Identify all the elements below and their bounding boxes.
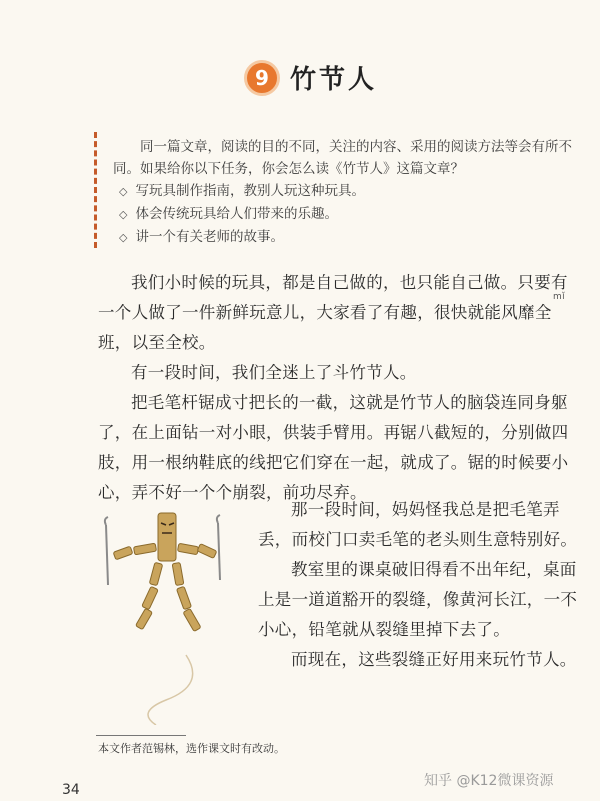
paragraph-6: 而现在，这些裂缝正好用来玩竹节人。 <box>291 650 577 669</box>
footnote-divider <box>96 735 186 736</box>
lesson-number-badge: 9 <box>244 60 280 96</box>
watermark-text: 知乎 @K12微课资源 <box>424 773 554 789</box>
guide-task-text: 体会传统玩具给人们带来的乐趣。 <box>135 206 338 222</box>
article-body <box>98 268 578 508</box>
guide-task-item <box>113 226 594 249</box>
ruby-annotated-char <box>518 292 565 322</box>
bamboo-puppet-illustration <box>96 505 256 725</box>
page-number: 34 <box>62 782 80 798</box>
diamond-icon: ◇ <box>119 208 128 221</box>
paragraph-4: 那一段时间，妈妈怪我总是把毛笔弄丢，而校门口卖毛笔的老头则生意特别好。 <box>258 500 578 549</box>
guide-intro: 同一篇文章，阅读的目的不同，关注的内容、采用的阅读方法等会有所不同。如果给你以下任务，你会怎么读《竹节人》这篇文章？ <box>113 139 572 177</box>
pinyin-annotation: mǐ <box>553 292 565 302</box>
paragraph-text: 全班，以至全校。 <box>98 303 552 352</box>
footnote: 本文作者范锡林，选作课文时有改动。 <box>98 742 285 755</box>
page-title: 竹节人 <box>290 65 378 95</box>
paragraph-text: 我们小时候的玩具，都是自己做的，也只能自己做。只要有一个人做了一件新鲜玩意儿，大家看了有趣，很快就能风 <box>98 273 568 322</box>
guide-task-text: 写玩具制作指南，教别人玩这种玩具。 <box>135 183 365 199</box>
paragraph-1 <box>98 268 578 358</box>
paragraph-3: 把毛笔杆锯成寸把长的一截，这就是竹节人的脑袋连同身躯了，在上面钻一对小眼，供装手臂用。再锯八截短的，分别做四肢，用一根纳鞋底的线把它们穿在一起，就成了。锯的时候要小心，弄不好一个个崩裂，前功尽弃。 <box>98 393 569 502</box>
diamond-icon: ◇ <box>119 185 128 198</box>
diamond-icon: ◇ <box>119 231 128 244</box>
guide-task-item <box>113 180 594 203</box>
ruby-base: 靡 <box>518 303 535 322</box>
guide-task-text: 讲一个有关老师的故事。 <box>135 229 284 245</box>
paragraph-5: 教室里的课桌破旧得看不出年纪，桌面上是一道道豁开的裂缝，像黄河长江，一不小心，铅笔就从裂缝里掉下去了。 <box>258 560 578 639</box>
paragraph-2: 有一段时间，我们全迷上了斗竹节人。 <box>131 363 417 382</box>
guide-task-item <box>113 203 594 226</box>
article-body-right-column <box>258 495 580 675</box>
reading-guide-box <box>94 132 594 248</box>
